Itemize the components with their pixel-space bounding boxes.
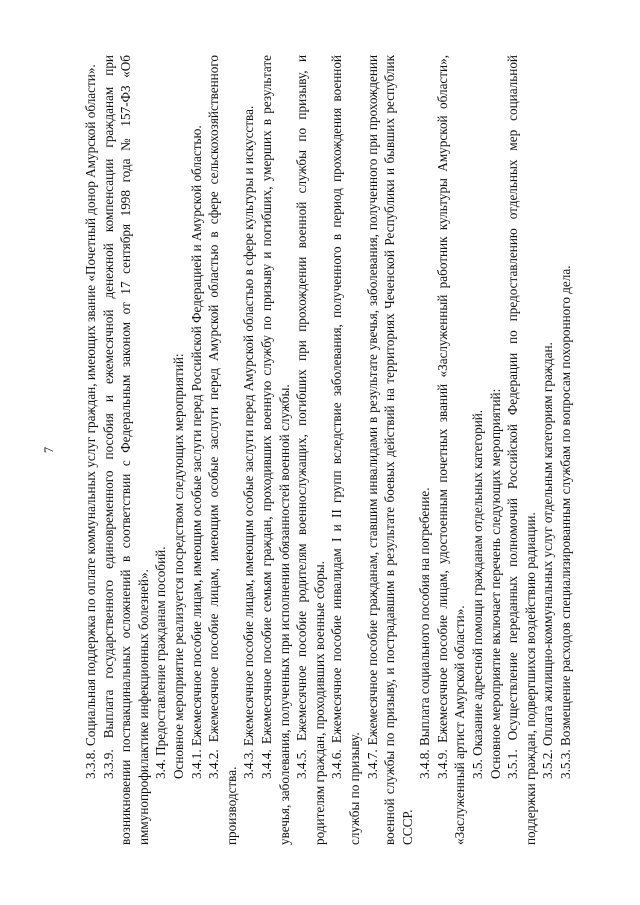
paragraph-3-4-5: 3.4.5. Ежемесячное пособие родителям военнослужащих, погибших при прохождении военной службы по призыву, и родителям граждан, проходивших военные сборы. — [294, 55, 327, 845]
paragraph-3-4-9: 3.4.9. Ежемесячное пособие лицам, удостоенным почетных званий «Заслуженный работник культуры Амурской области», «Заслуженный артист Амурской области». — [434, 55, 468, 845]
paragraph-3-4-6: 3.4.6. Ежемесячное пособие инвалидам I и II групп вследствие заболевания, полученного в период прохождения военной службы по призыву. — [329, 55, 362, 845]
paragraph-3-4-8: 3.4.8. Выплата социального пособия на погребение. — [417, 487, 433, 779]
paragraph-3-3-9: 3.3.9. Выплата государственного единовременного пособия и ежемесячной денежной компенсации гражданам при возникновении поствакцинальных осложнений в соответствии с Федеральным законом от 17 сентября 1998 года № 157-ФЗ «Об иммунопрофилактике инфекционных болезней». — [100, 55, 151, 845]
paragraph-3-4-3: 3.4.3. Ежемесячное пособие лицам, имеющим особые заслуги перед Амурской областью в сфере культуры и искусства. — [241, 105, 257, 779]
paragraph-3-4-4: 3.4.4. Ежемесячное пособие семьям граждан, проходивших военную службу по призыву и погибших, умерших в результате увечья, заболевания, полученных при исполнении обязанностей военной службы. — [258, 55, 292, 845]
document-body — [82, 55, 575, 845]
paragraph-3-4-2: 3.4.2. Ежемесячное пособие лицам, имеющим особые заслуги перед Амурской областью в сфере сельскохозяйственного производства. — [206, 55, 239, 845]
paragraph-3-3-8: 3.3.8. Социальная поддержка по оплате коммунальных услуг граждан, имеющих звание «Почетный донор Амурской области». — [83, 64, 98, 779]
paragraph-3-5-3: 3.5.3. Возмещение расходов специализированным службам по вопросам похоронного дела. — [558, 265, 574, 779]
paragraph-3-5-2: 3.5.2. Оплата жилищно-коммунальных услуг отдельным категориям граждан. — [540, 342, 556, 779]
page-number: 7 — [42, 446, 56, 454]
paragraph-3-4-7: 3.4.7. Ежемесячное пособие гражданам, ставшим инвалидами в результате увечья, заболевания, полученного при прохождении военной службы по призыву, и пострадавшим в результате боевых действий на территориях Чеченской Республики и бывших республик СССР. — [364, 55, 415, 845]
paragraph-3-5-1: 3.5.1. Осуществление переданных полномочий Российской Федерации по предоставлению отдельных мер социальной поддержки граждан, подвергшихся воздействию радиации. — [505, 55, 538, 845]
paragraph-3-4-1: 3.4.1. Ежемесячное пособие лицам, имеющим особые заслуги перед Российской Федерацией и Амурской областью. — [188, 125, 204, 779]
paragraph-3-4: 3.4. Предоставление гражданам пособий. — [153, 546, 169, 779]
paragraph-3-4-intro: Основное мероприятие реализуется посредством следующих мероприятий: — [170, 353, 186, 779]
paragraph-3-5: 3.5. Оказание адресной помощи гражданам отдельных категорий. — [470, 409, 486, 779]
paragraph-3-5-intro: Основное мероприятие включает перечень следующих мероприятий: — [487, 388, 503, 779]
rotated-page — [40, 55, 600, 845]
